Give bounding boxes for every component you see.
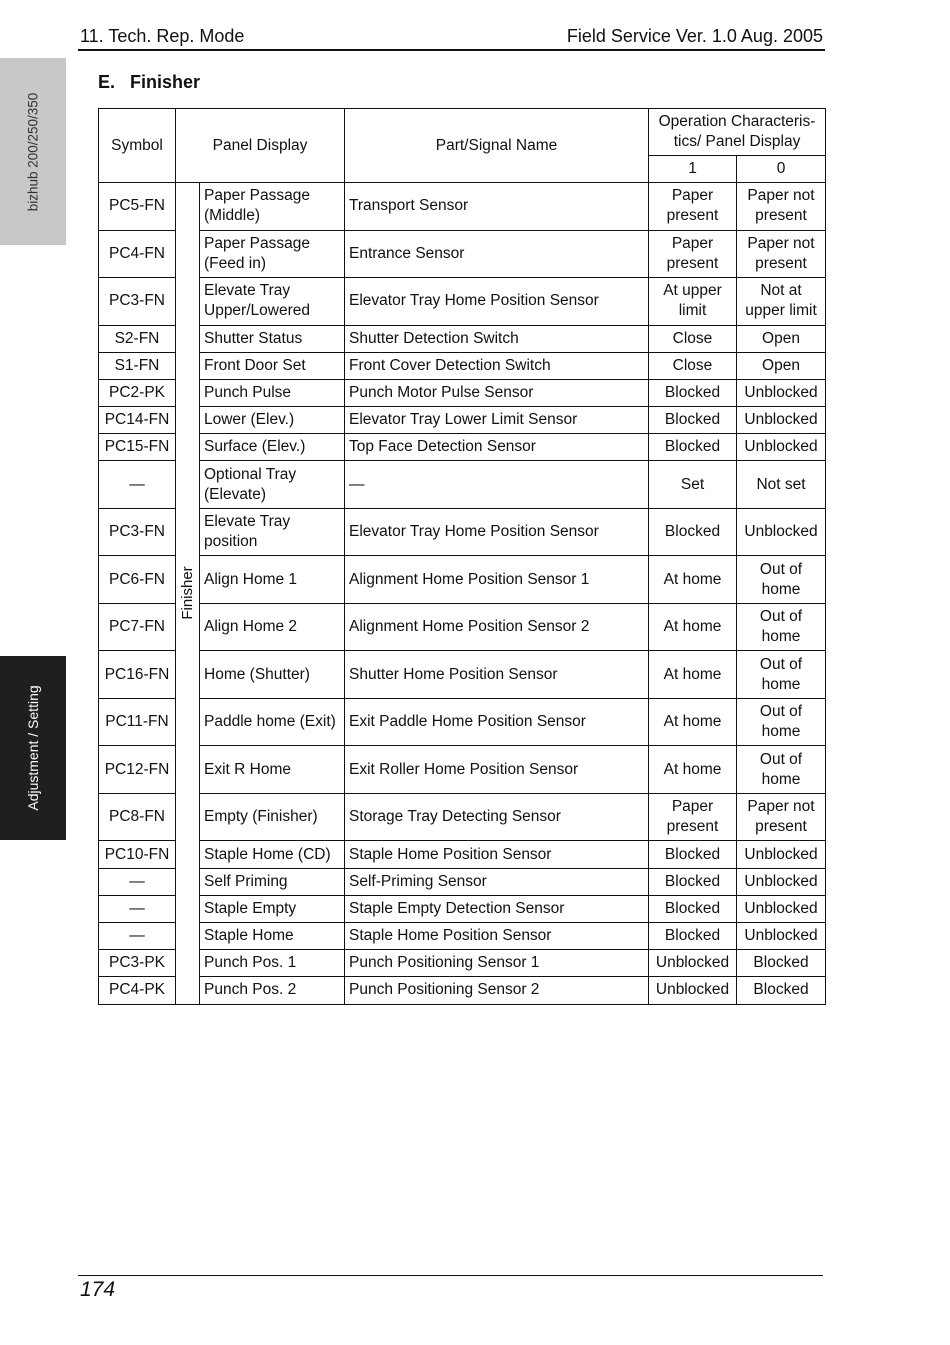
cell-panel-display: Staple Home (CD) xyxy=(200,841,345,868)
table-row xyxy=(99,183,826,231)
cell-panel-display: Surface (Elev.) xyxy=(200,434,345,461)
cell-symbol: — xyxy=(99,461,176,509)
cell-part-signal-name: Elevator Tray Home Position Sensor xyxy=(345,508,649,556)
cell-value-0: Not at upper limit xyxy=(737,278,826,326)
table-row xyxy=(99,841,826,868)
cell-value-1: Set xyxy=(649,461,737,509)
cell-part-signal-name: Transport Sensor xyxy=(345,183,649,231)
cell-symbol: PC3-FN xyxy=(99,508,176,556)
cell-value-0: Open xyxy=(737,325,826,352)
cell-value-1: Blocked xyxy=(649,868,737,895)
cell-symbol: PC7-FN xyxy=(99,603,176,651)
cell-panel-display: Exit R Home xyxy=(200,746,345,794)
cell-panel-display: Self Priming xyxy=(200,868,345,895)
cell-part-signal-name: Punch Motor Pulse Sensor xyxy=(345,379,649,406)
cell-symbol: — xyxy=(99,923,176,950)
table-row xyxy=(99,895,826,922)
cell-symbol: PC16-FN xyxy=(99,651,176,699)
finisher-signal-table xyxy=(98,108,826,1005)
cell-part-signal-name: Front Cover Detection Switch xyxy=(345,352,649,379)
cell-value-0: Blocked xyxy=(737,950,826,977)
cell-value-1: Blocked xyxy=(649,407,737,434)
cell-value-1: Close xyxy=(649,352,737,379)
cell-value-1: At home xyxy=(649,651,737,699)
table-body xyxy=(99,183,826,1005)
cell-value-1: Blocked xyxy=(649,434,737,461)
cell-value-1: Paper present xyxy=(649,793,737,841)
cell-value-0: Open xyxy=(737,352,826,379)
cell-symbol: PC5-FN xyxy=(99,183,176,231)
cell-panel-display: Paper Passage (Feed in) xyxy=(200,230,345,278)
cell-symbol: PC3-FN xyxy=(99,278,176,326)
header-value-0: 0 xyxy=(737,156,826,183)
cell-panel-display: Paddle home (Exit) xyxy=(200,698,345,746)
header-operation-characteristics: Operation Characteris- tics/ Panel Display xyxy=(649,109,826,156)
table-row xyxy=(99,603,826,651)
cell-part-signal-name: Elevator Tray Lower Limit Sensor xyxy=(345,407,649,434)
cell-panel-display: Empty (Finisher) xyxy=(200,793,345,841)
cell-part-signal-name: Entrance Sensor xyxy=(345,230,649,278)
cell-value-1: Unblocked xyxy=(649,950,737,977)
side-tab-section xyxy=(0,656,66,840)
table-row xyxy=(99,746,826,794)
table-row xyxy=(99,556,826,604)
cell-symbol: PC3-PK xyxy=(99,950,176,977)
cell-value-1: Close xyxy=(649,325,737,352)
cell-panel-display: Lower (Elev.) xyxy=(200,407,345,434)
side-tab-model xyxy=(0,58,66,245)
cell-part-signal-name: — xyxy=(345,461,649,509)
table-row xyxy=(99,950,826,977)
cell-value-0: Out of home xyxy=(737,698,826,746)
cell-value-0: Unblocked xyxy=(737,508,826,556)
cell-part-signal-name: Punch Positioning Sensor 1 xyxy=(345,950,649,977)
header-rule xyxy=(78,49,825,51)
cell-part-signal-name: Staple Home Position Sensor xyxy=(345,923,649,950)
table-row xyxy=(99,230,826,278)
cell-symbol: PC10-FN xyxy=(99,841,176,868)
cell-panel-display: Elevate Tray position xyxy=(200,508,345,556)
cell-part-signal-name: Top Face Detection Sensor xyxy=(345,434,649,461)
cell-symbol: — xyxy=(99,895,176,922)
cell-value-0: Not set xyxy=(737,461,826,509)
cell-panel-display: Punch Pulse xyxy=(200,379,345,406)
cell-value-0: Out of home xyxy=(737,556,826,604)
cell-panel-display: Staple Empty xyxy=(200,895,345,922)
cell-part-signal-name: Shutter Detection Switch xyxy=(345,325,649,352)
table-row xyxy=(99,508,826,556)
cell-part-signal-name: Alignment Home Position Sensor 1 xyxy=(345,556,649,604)
cell-part-signal-name: Staple Home Position Sensor xyxy=(345,841,649,868)
cell-part-signal-name: Punch Positioning Sensor 2 xyxy=(345,977,649,1004)
cell-value-0: Paper not present xyxy=(737,183,826,231)
table-row xyxy=(99,698,826,746)
cell-part-signal-name: Elevator Tray Home Position Sensor xyxy=(345,278,649,326)
header-part-signal-name: Part/Signal Name xyxy=(345,109,649,183)
table-row xyxy=(99,977,826,1004)
cell-symbol: PC12-FN xyxy=(99,746,176,794)
cell-value-1: Blocked xyxy=(649,379,737,406)
page-number: 174 xyxy=(80,1278,116,1301)
cell-value-1: Unblocked xyxy=(649,977,737,1004)
cell-value-1: Blocked xyxy=(649,923,737,950)
cell-value-1: Blocked xyxy=(649,841,737,868)
cell-value-1: At home xyxy=(649,746,737,794)
cell-panel-display: Punch Pos. 1 xyxy=(200,950,345,977)
cell-panel-display: Optional Tray (Elevate) xyxy=(200,461,345,509)
cell-value-0: Paper not present xyxy=(737,793,826,841)
cell-symbol: PC6-FN xyxy=(99,556,176,604)
header-value-1: 1 xyxy=(649,156,737,183)
table-row xyxy=(99,461,826,509)
cell-panel-display: Home (Shutter) xyxy=(200,651,345,699)
group-label: Finisher xyxy=(178,566,196,620)
table-row xyxy=(99,651,826,699)
cell-value-0: Unblocked xyxy=(737,841,826,868)
group-label-cell xyxy=(176,183,200,1005)
section-title: E. Finisher xyxy=(98,72,201,92)
cell-part-signal-name: Staple Empty Detection Sensor xyxy=(345,895,649,922)
table-row xyxy=(99,325,826,352)
cell-value-0: Unblocked xyxy=(737,379,826,406)
table-row xyxy=(99,407,826,434)
table-row xyxy=(99,352,826,379)
cell-panel-display: Paper Passage (Middle) xyxy=(200,183,345,231)
cell-symbol: S2-FN xyxy=(99,325,176,352)
cell-symbol: PC14-FN xyxy=(99,407,176,434)
cell-value-0: Unblocked xyxy=(737,895,826,922)
cell-symbol: PC15-FN xyxy=(99,434,176,461)
header-panel-display: Panel Display xyxy=(176,109,345,183)
cell-value-1: Blocked xyxy=(649,895,737,922)
cell-value-0: Out of home xyxy=(737,603,826,651)
table-row xyxy=(99,868,826,895)
cell-part-signal-name: Exit Roller Home Position Sensor xyxy=(345,746,649,794)
cell-value-1: Blocked xyxy=(649,508,737,556)
cell-value-0: Unblocked xyxy=(737,868,826,895)
running-header-edition: Field Service Ver. 1.0 Aug. 2005 xyxy=(566,26,823,46)
cell-value-1: At home xyxy=(649,603,737,651)
cell-value-0: Unblocked xyxy=(737,434,826,461)
table-row xyxy=(99,278,826,326)
cell-value-0: Paper not present xyxy=(737,230,826,278)
side-tab-section-label: Adjustment / Setting xyxy=(25,685,41,811)
cell-value-1: Paper present xyxy=(649,183,737,231)
cell-part-signal-name: Shutter Home Position Sensor xyxy=(345,651,649,699)
cell-part-signal-name: Exit Paddle Home Position Sensor xyxy=(345,698,649,746)
cell-value-1: At upper limit xyxy=(649,278,737,326)
header-symbol: Symbol xyxy=(99,109,176,183)
cell-symbol: PC11-FN xyxy=(99,698,176,746)
cell-panel-display: Align Home 1 xyxy=(200,556,345,604)
cell-symbol: PC4-FN xyxy=(99,230,176,278)
table-row xyxy=(99,434,826,461)
cell-panel-display: Front Door Set xyxy=(200,352,345,379)
cell-panel-display: Align Home 2 xyxy=(200,603,345,651)
table-row xyxy=(99,923,826,950)
cell-panel-display: Punch Pos. 2 xyxy=(200,977,345,1004)
side-tab-model-label: bizhub 200/250/350 xyxy=(25,92,41,211)
cell-value-0: Unblocked xyxy=(737,923,826,950)
cell-panel-display: Staple Home xyxy=(200,923,345,950)
cell-value-1: Paper present xyxy=(649,230,737,278)
cell-value-1: At home xyxy=(649,556,737,604)
cell-symbol: PC4-PK xyxy=(99,977,176,1004)
cell-panel-display: Elevate Tray Upper/Lowered xyxy=(200,278,345,326)
cell-value-0: Unblocked xyxy=(737,407,826,434)
cell-value-0: Out of home xyxy=(737,746,826,794)
cell-part-signal-name: Alignment Home Position Sensor 2 xyxy=(345,603,649,651)
cell-value-0: Blocked xyxy=(737,977,826,1004)
table-row xyxy=(99,793,826,841)
cell-symbol: PC8-FN xyxy=(99,793,176,841)
cell-symbol: PC2-PK xyxy=(99,379,176,406)
cell-symbol: — xyxy=(99,868,176,895)
cell-symbol: S1-FN xyxy=(99,352,176,379)
footer-rule xyxy=(78,1275,823,1276)
cell-value-0: Out of home xyxy=(737,651,826,699)
cell-part-signal-name: Storage Tray Detecting Sensor xyxy=(345,793,649,841)
running-header-chapter: 11. Tech. Rep. Mode xyxy=(80,26,245,46)
cell-value-1: At home xyxy=(649,698,737,746)
cell-panel-display: Shutter Status xyxy=(200,325,345,352)
cell-part-signal-name: Self-Priming Sensor xyxy=(345,868,649,895)
table-row xyxy=(99,379,826,406)
